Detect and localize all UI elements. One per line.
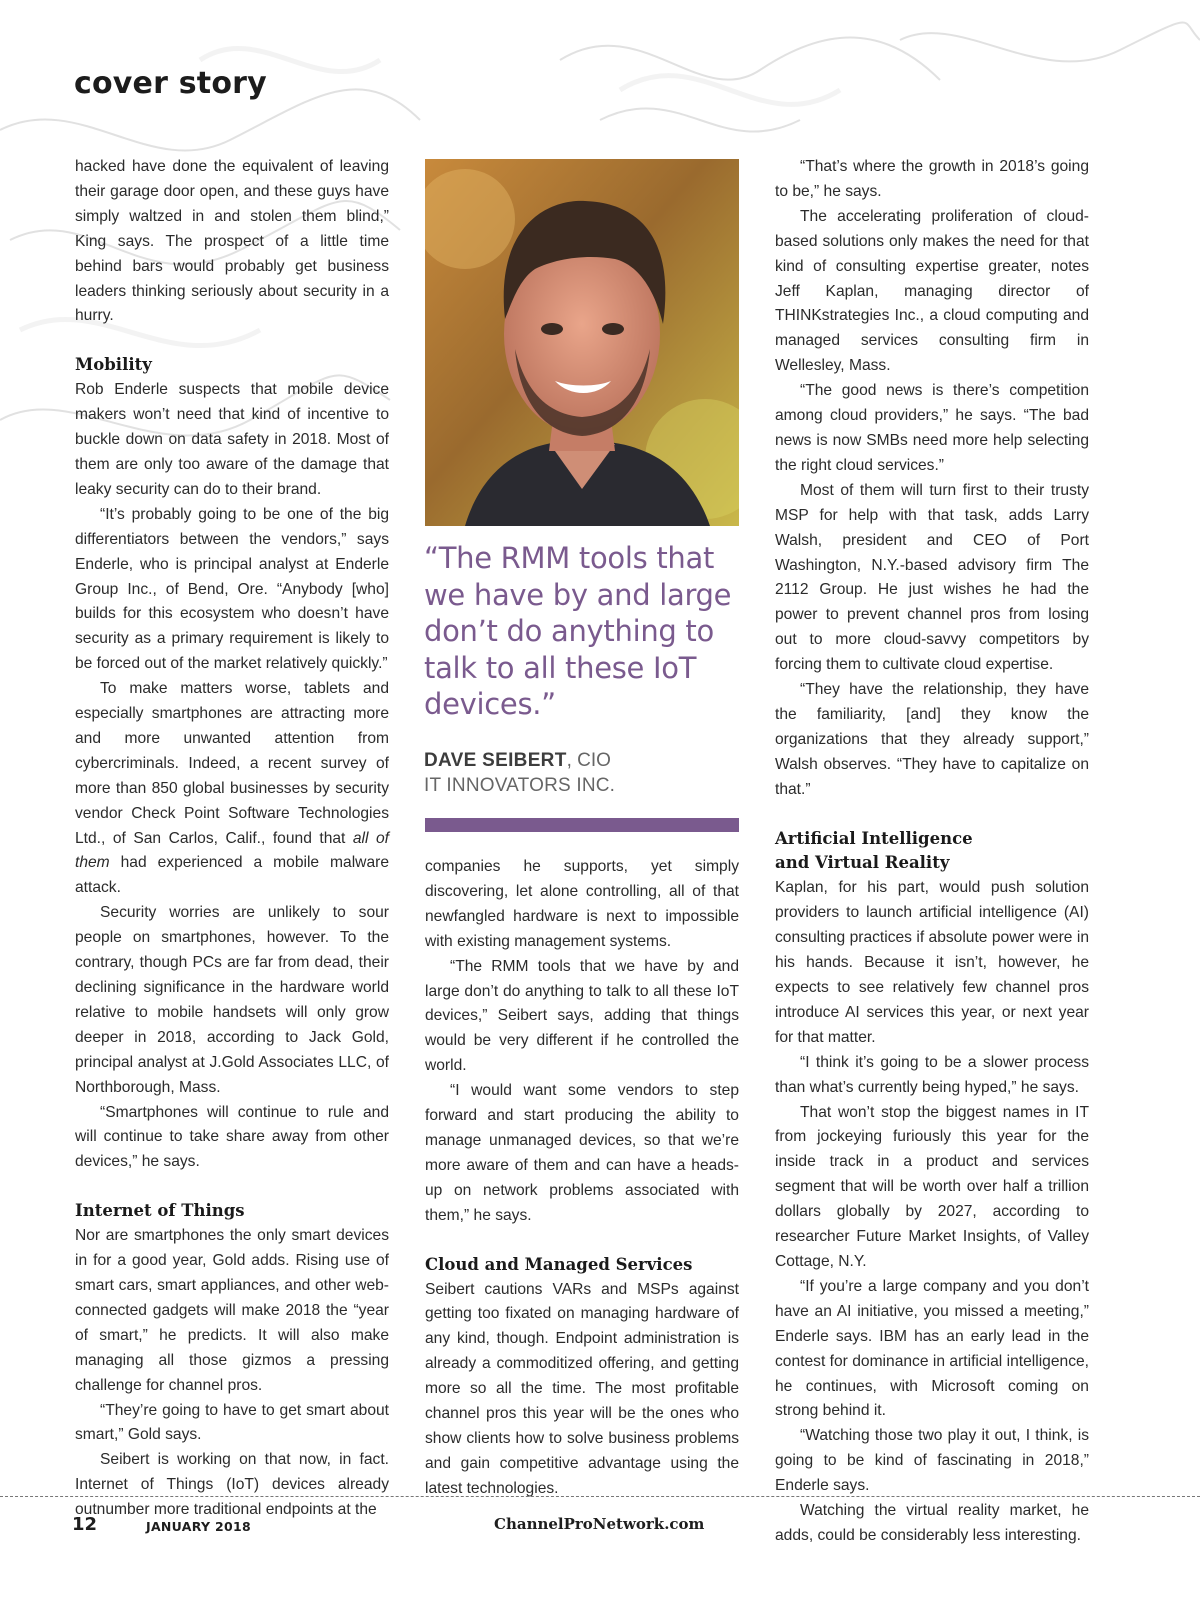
paragraph [75,677,389,901]
paragraph: “They have the relationship, they have the familiarity, [and] they know the organizations that they already support,” Walsh observes. “They have to capitalize on that.” [775,681,1089,798]
paragraph: “If you’re a large company and you don’t have an AI initiative, you missed a meeting,” Enderle says. IBM has an early lead in the contest for dominance in artificial intelligence, he continues, with Microsoft coming on strong behind it. [775,1277,1089,1420]
paragraph: “They’re going to have to get smart about smart,” Gold says. [75,1401,389,1444]
website-link[interactable]: ChannelProNetwork.com [494,1515,705,1533]
paragraph: Seibert cautions VARs and MSPs against getting too fixated on managing hardware of any kind, though. Endpoint administration is already a commoditized offering, and getting more so all the time. The most profitable channel pros this year will be the ones who show clients how to solve business problems and gain competitive advantage using the latest technologies. [425,1280,739,1497]
article-column-1 [75,155,389,1523]
paragraph: “I think it’s going to be a slower process than what’s currently being hyped,” he says. [775,1053,1089,1096]
subheading-line: and Virtual Reality [775,853,950,873]
paragraph: “I would want some vendors to step forward and start producing the ability to manage unmanaged devices, so that we’re more aware of them and can have a heads-up on network problems associated with them,” he says. [425,1082,739,1224]
pull-quote: “The RMM tools that we have by and large don’t do anything to talk to all these IoT devices.” [424,541,732,721]
subheading-internet-of-things: Internet of Things [75,1201,245,1221]
article-column-3 [775,155,1089,1549]
article-column-2 [425,855,739,1502]
footer-divider [0,1496,1200,1497]
emphasis-text: all of them [75,829,389,872]
paragraph: “It’s probably going to be one of the big differentiators between the vendors,” says Enderle, who is principal analyst at Enderle Group Inc., of Bend, Ore. “Anybody [who] builds for this ecosystem who doesn’t have security as a primary requirement is likely to be forced out of the market relatively quickly.” [75,505,389,673]
paragraph: Seibert is working on that now, in fact. Internet of Things (IoT) devices already outnumber more traditional endpoints at the [75,1451,389,1519]
paragraph: Rob Enderle suspects that mobile device makers won’t need that kind of incentive to buckle down on data safety in 2018. Most of them are only too aware of the damage that leaky security can do to their brand. [75,381,389,498]
accent-divider-bar [425,818,739,832]
quote-attribution-title: , CIO [566,750,611,771]
paragraph: Nor are smartphones the only smart devices in for a good year, Gold adds. Rising use of smart cars, smart appliances, and other web-connected gadgets will make 2018 the “year of smart,” he predicts. It will also make managing all those gizmos a pressing challenge for channel pros. [75,1227,389,1394]
issue-date: JANUARY 2018 [146,1519,251,1534]
paragraph: “That’s where the growth in 2018’s going to be,” he says. [775,158,1089,200]
paragraph: Most of them will turn first to their trusty MSP for help with that task, adds Larry Walsh, president and CEO of Port Washington, N.Y.-based advisory firm The 2112 Group. He just wishes he had the power to prevent channel pros from losing out to more cloud-savvy competitors by forcing them to cultivate cloud expertise. [775,481,1089,674]
paragraph: “Smartphones will continue to rule and will continue to take share away from other devices,” he says. [75,1103,389,1171]
portrait-photo [425,159,739,526]
subheading-ai-vr [775,827,1089,877]
paragraph-text: had experienced a mobile malware attack. [75,854,389,897]
paragraph: Kaplan, for his part, would push solution providers to launch artificial intelligence (AI) consulting practices if absolute power were in his hands. Because it isn’t, however, he expects to see relatively few channel pros introduce AI services this year, or next year for that matter. [775,879,1089,1046]
quote-attribution-company: IT INNOVATORS INC. [424,774,616,796]
subheading-cloud-managed-services: Cloud and Managed Services [425,1254,693,1274]
paragraph: “The RMM tools that we have by and large don’t do anything to talk to all these IoT devices,” Seibert says, adding that things would be very different if he controlled the world. [425,957,739,1075]
paragraph: “The good news is there’s competition among cloud providers,” he says. “The bad news is now SMBs need more help selecting the right cloud services.” [775,382,1089,474]
quote-attribution [424,749,740,798]
paragraph: Watching the virtual reality market, he adds, could be considerably less interesting. [775,1502,1089,1544]
paragraph-text: To make matters worse, tablets and especially smartphones are attracting more and more unwanted attention from cybercriminals. Indeed, a recent survey of more than 850 global businesses by security vendor Check Point Software Technologies Ltd., of San Carlos, Calif., found that [75,680,389,847]
paragraph: companies he supports, yet simply discovering, let alone controlling, all of that newfangled hardware is next to impossible with existing management systems. [425,858,739,950]
paragraph: Security worries are unlikely to sour people on smartphones, however. To the contrary, though PCs are far from dead, their declining significance in the hardware world relative to mobile handsets will only grow deeper in 2018, according to Jack Gold, principal analyst at J.Gold Associates LLC, of Northborough, Mass. [75,904,389,1096]
paragraph: “Watching those two play it out, I think, is going to be kind of fascinating in 2018,” Enderle says. [775,1427,1089,1495]
subheading-mobility: Mobility [75,355,152,375]
paragraph: hacked have done the equivalent of leaving their garage door open, and these guys have simply waltzed in and stolen them blind,” King says. The prospect of a little time behind bars would probably get business leaders thinking seriously about security in a hurry. [75,158,389,325]
section-label: cover story [74,66,267,101]
quote-attribution-name: DAVE SEIBERT [424,750,567,771]
subheading-line: Artificial Intelligence [775,828,973,848]
page-number: 12 [72,1514,98,1535]
paragraph: That won’t stop the biggest names in IT from jockeying furiously this year for the inside track in a product and services segment that will be worth over half a trillion dollars globally by 2027, according to researcher Future Market Insights, of Valley Cottage, N.Y. [775,1103,1089,1270]
paragraph: The accelerating proliferation of cloud-based solutions only makes the need for that kind of consulting expertise greater, notes Jeff Kaplan, managing director of THINKstrategies Inc., a cloud computing and managed services consulting firm in Wellesley, Mass. [775,207,1089,375]
